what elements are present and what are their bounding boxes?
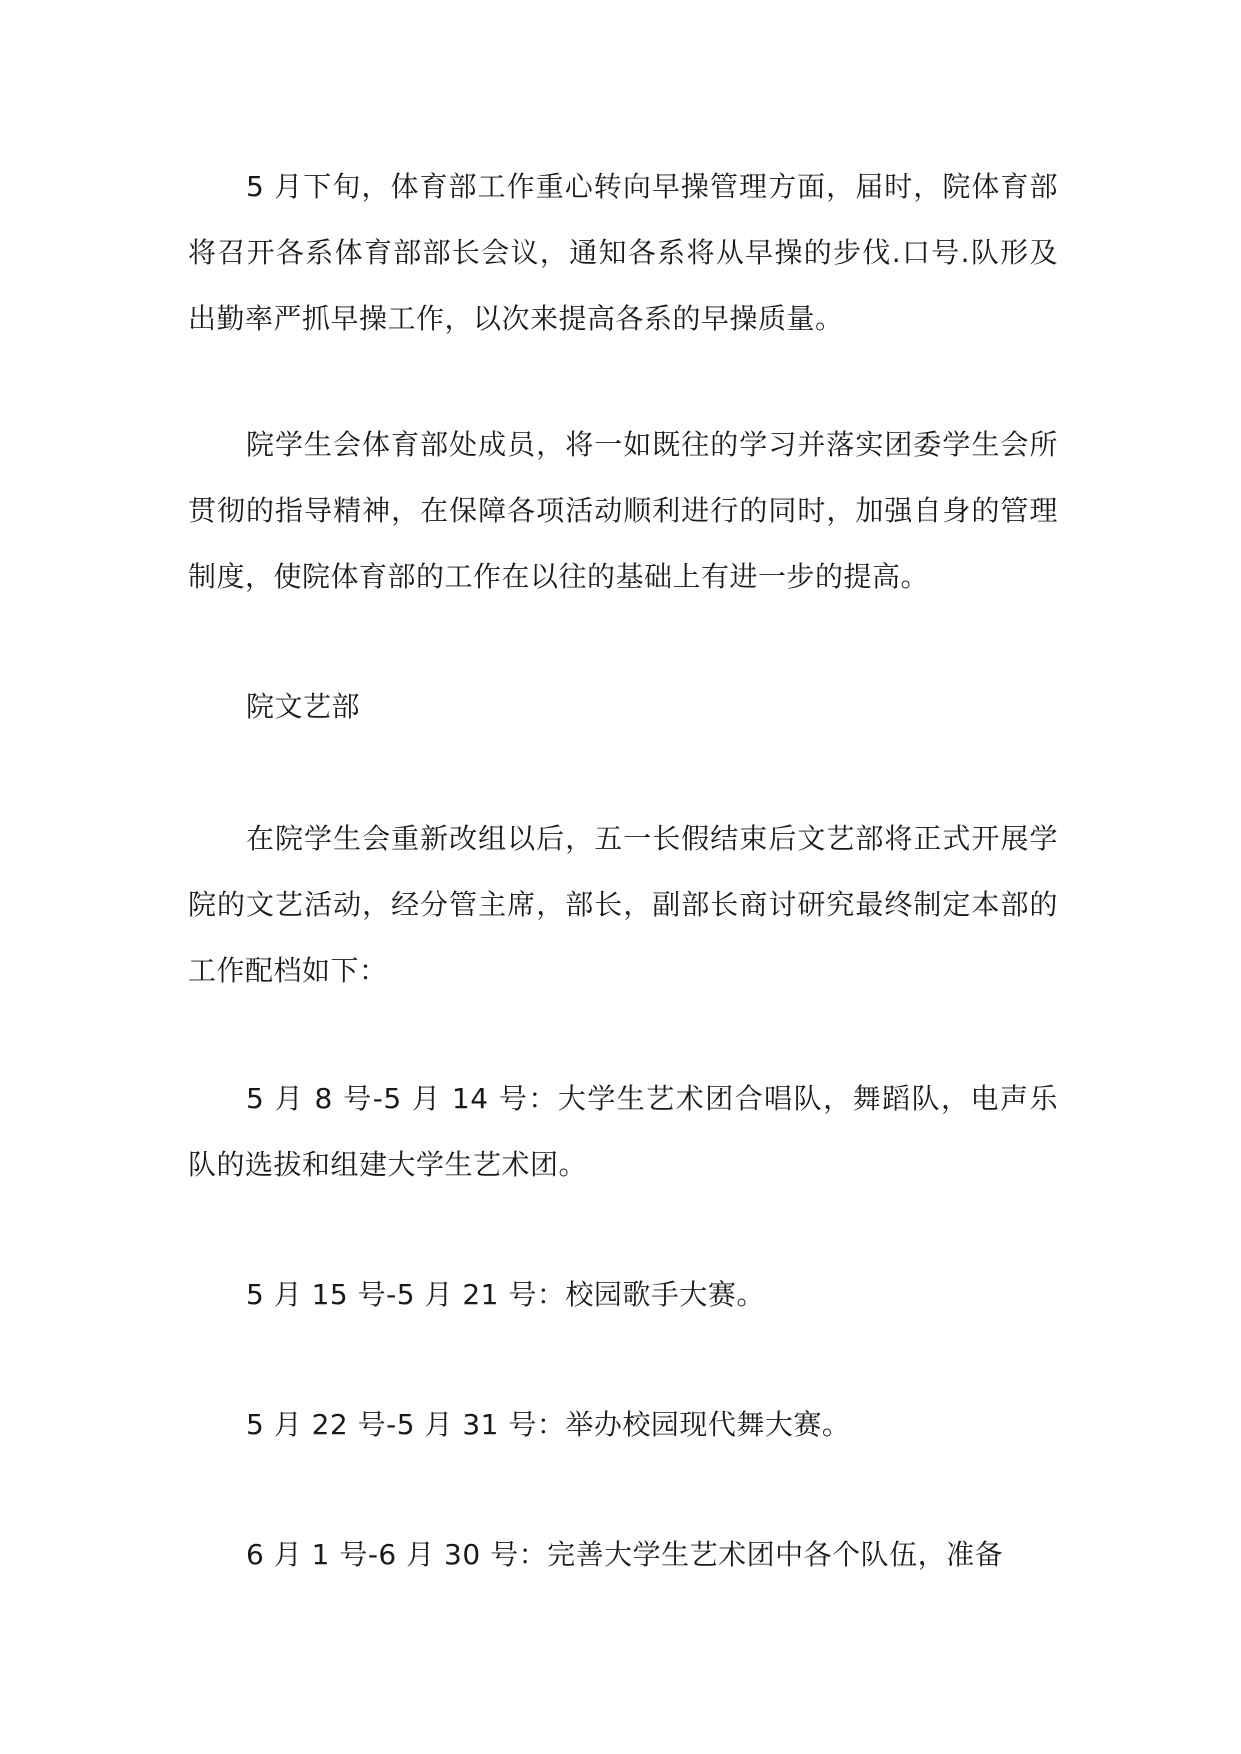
schedule-item-june-1-30: 6 月 1 号-6 月 30 号：完善大学生艺术团中各个队伍，准备 bbox=[246, 1538, 1004, 1571]
schedule-item-may-15-21: 5 月 15 号-5 月 21 号：校园歌手大赛。 bbox=[246, 1278, 765, 1311]
schedule-item-may-22-31: 5 月 22 号-5 月 31 号：举办校园现代舞大赛。 bbox=[246, 1408, 851, 1441]
paragraph-arts-intro: 在院学生会重新改组以后，五一长假结束后文艺部将正式开展学院的文艺活动，经分管主席，部长，副部长商讨研究最终制定本部的工作配档如下： bbox=[188, 822, 1058, 987]
paragraph-sports-morning-exercise: 5 月下旬，体育部工作重心转向早操管理方面，届时，院体育部将召开各系体育部部长会议，通知各系将从早操的步伐.口号.队形及出勤率严抓早操工作，以次来提高各系的早操质量。 bbox=[188, 170, 1058, 335]
schedule-item-may-8-14: 5 月 8 号-5 月 14 号：大学生艺术团合唱队，舞蹈队，电声乐队的选拔和组建大学生艺术团。 bbox=[188, 1082, 1058, 1181]
paragraph-sports-members: 院学生会体育部处成员，将一如既往的学习并落实团委学生会所贯彻的指导精神，在保障各项活动顺利进行的同时，加强自身的管理制度，使院体育部的工作在以往的基础上有进一步的提高。 bbox=[188, 428, 1058, 593]
section-heading-arts-department: 院文艺部 bbox=[246, 690, 361, 723]
